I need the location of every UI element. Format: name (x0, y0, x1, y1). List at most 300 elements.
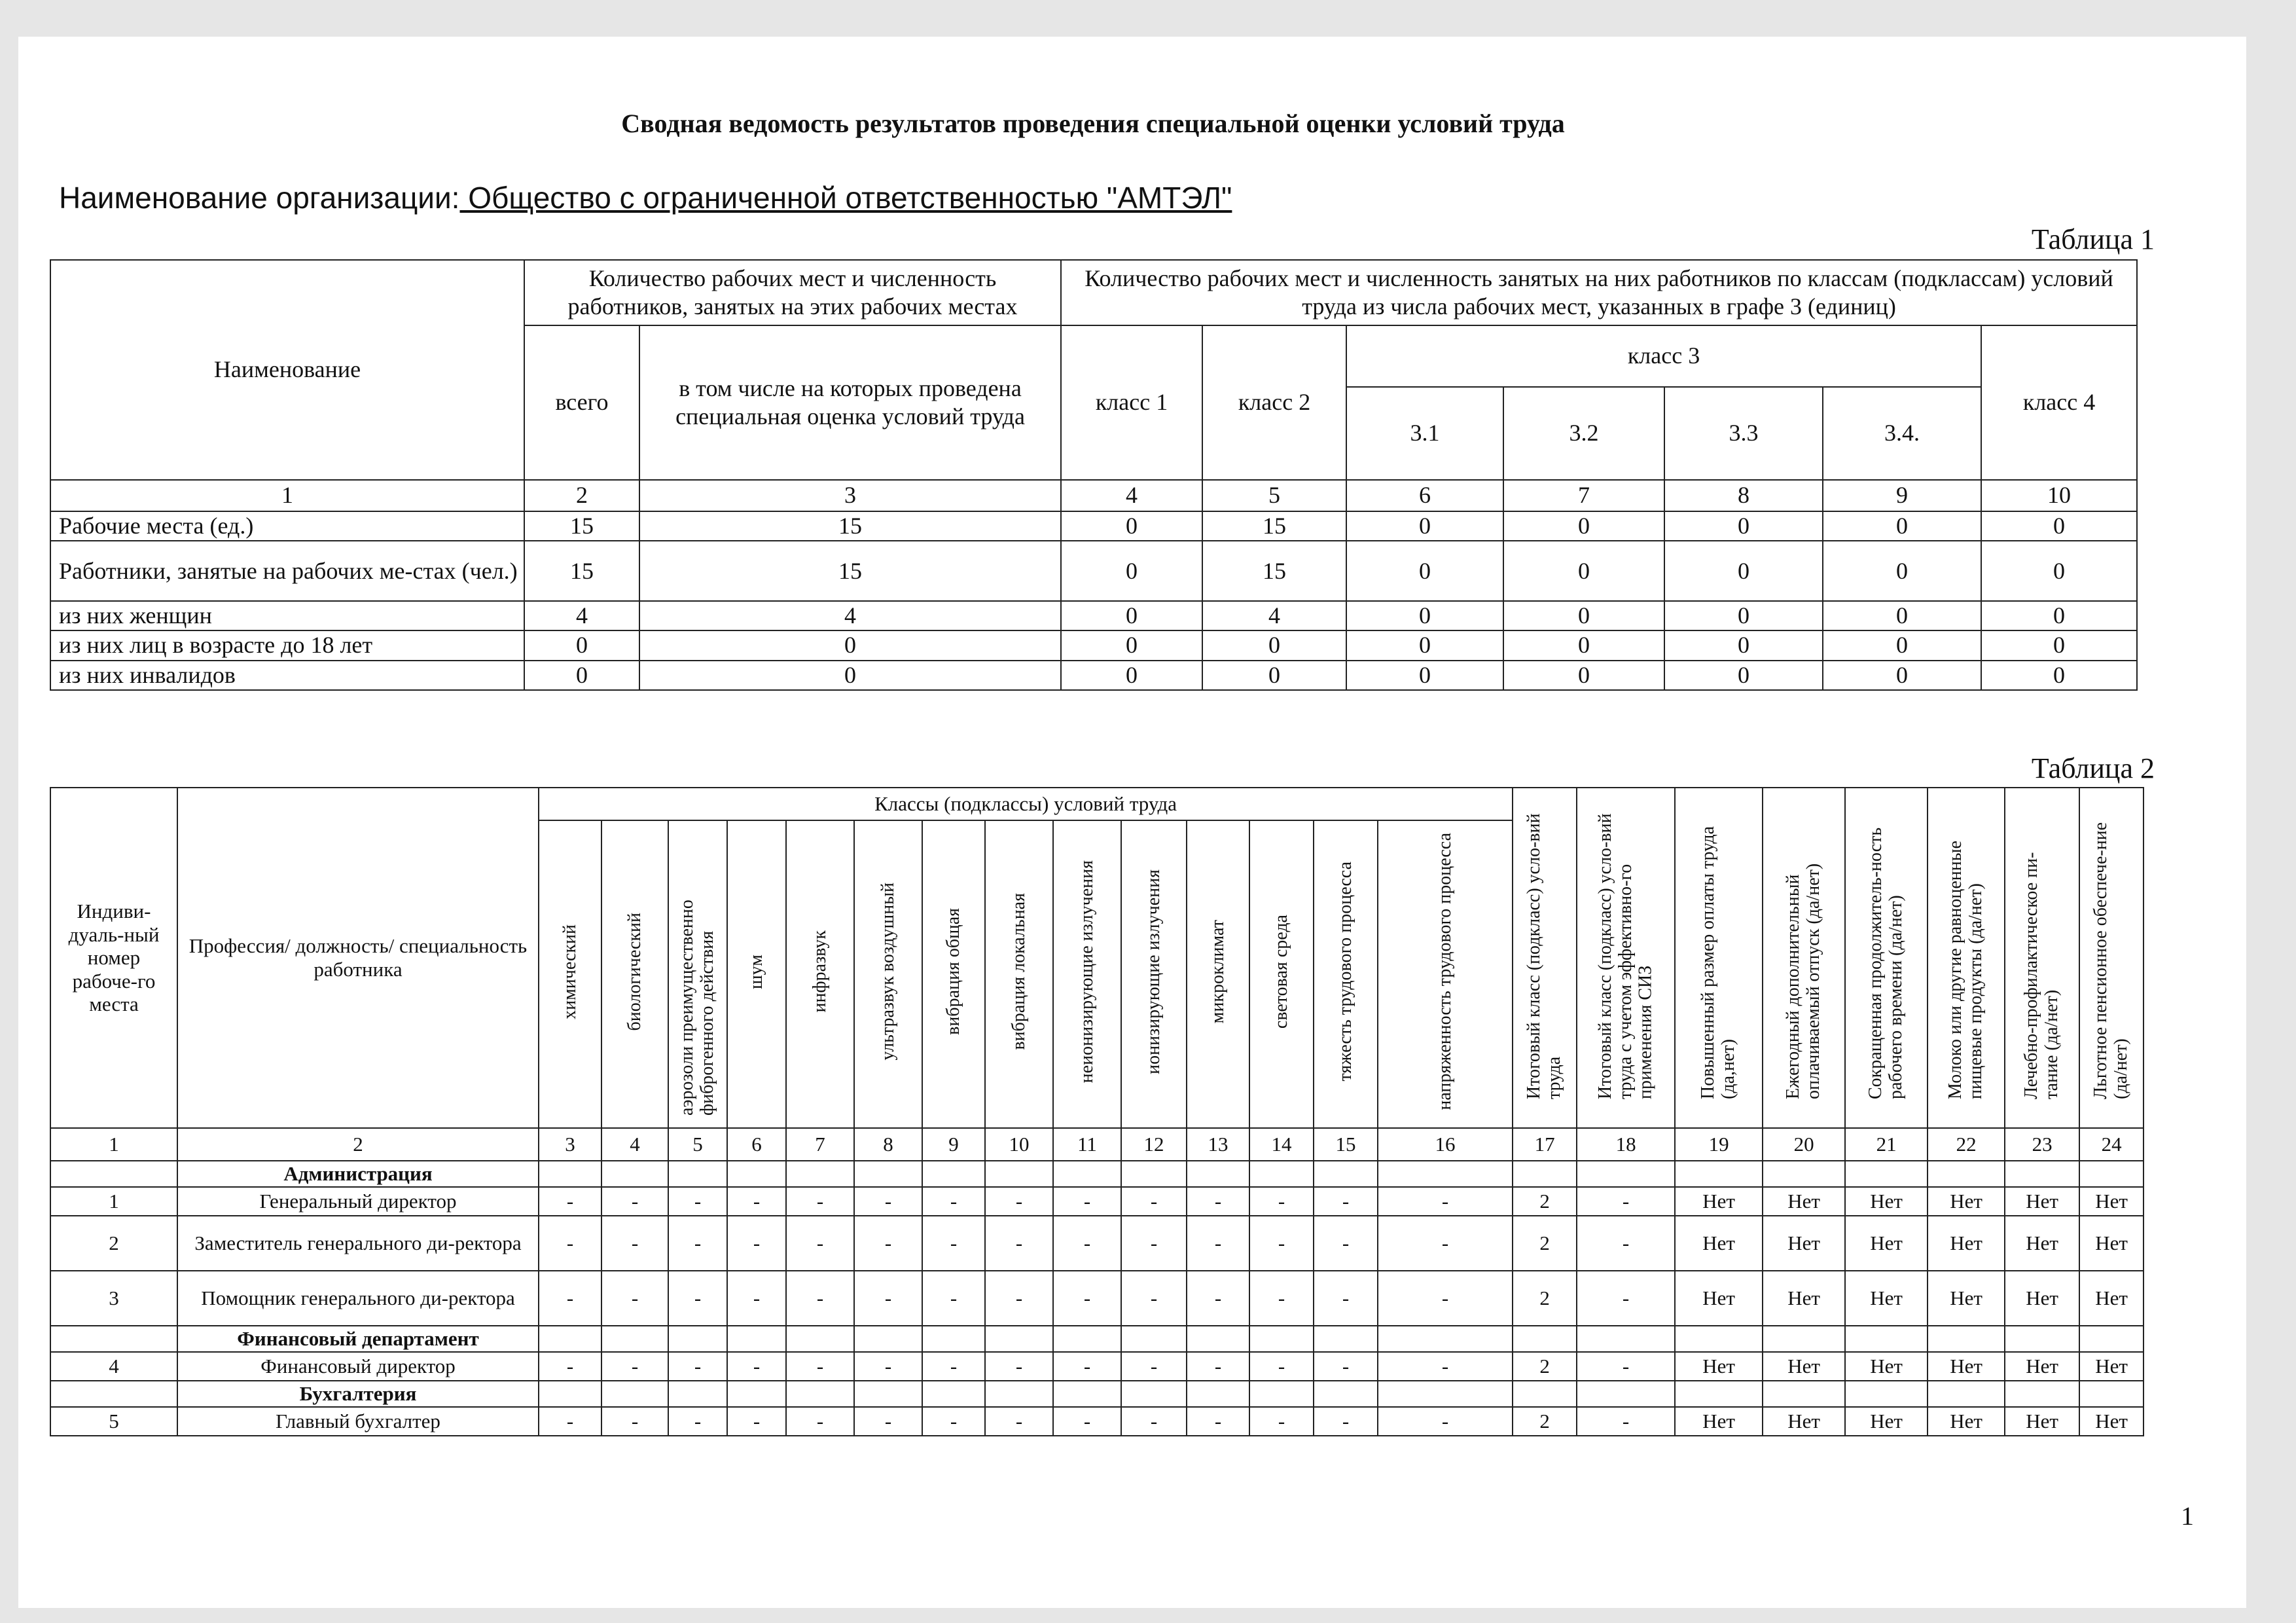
t1-col-number: 3 (639, 480, 1061, 511)
t2-cell: - (1577, 1271, 1675, 1326)
t2-column-numbers (50, 1128, 2144, 1161)
t2-section-empty (1187, 1381, 1249, 1407)
t2-cell: - (1249, 1352, 1314, 1381)
t2-section-empty (50, 1161, 177, 1187)
t1-col-number: 2 (524, 480, 639, 511)
t2-section-empty (1249, 1381, 1314, 1407)
t2-header-final-7 (2005, 788, 2079, 1128)
t2-cell: - (601, 1407, 668, 1436)
t2-cell: - (539, 1187, 601, 1216)
t2-factor-header (601, 820, 668, 1128)
t2-cell: - (985, 1352, 1053, 1381)
t2-factor-header (668, 820, 727, 1128)
t1-header-c34: 3.4. (1823, 387, 1981, 480)
t1-cell: 4 (639, 601, 1061, 630)
t2-header-profession: Профессия/ должность/ специальность работника (177, 788, 539, 1128)
t2-factor-header-text: микроклимат (1207, 920, 1228, 1024)
t2-col-number: 22 (1928, 1128, 2005, 1161)
t2-section-empty (1121, 1381, 1187, 1407)
t2-section-empty (539, 1161, 601, 1187)
t2-cell: - (668, 1407, 727, 1436)
t2-cell: - (1053, 1187, 1121, 1216)
t2-section-row (50, 1326, 2144, 1352)
t2-cell: - (1577, 1407, 1675, 1436)
t2-section-row (50, 1381, 2144, 1407)
t1-row (50, 661, 2137, 690)
t2-col-number: 18 (1577, 1128, 1675, 1161)
t2-factor-header (1121, 820, 1187, 1128)
t2-section-empty (1249, 1161, 1314, 1187)
t2-cell: Нет (1845, 1271, 1928, 1326)
t1-cell: 15 (639, 541, 1061, 601)
t2-cell: - (922, 1216, 985, 1271)
t1-cell: 0 (1346, 601, 1503, 630)
t2-cell: - (1378, 1187, 1513, 1216)
t2-cell: - (786, 1352, 854, 1381)
t2-section-empty (601, 1326, 668, 1352)
t1-header-group-a: Количество рабочих мест и численность работников, занятых на этих рабочих местах (524, 260, 1061, 325)
t2-col-number: 7 (786, 1128, 854, 1161)
t2-section-empty (1675, 1161, 1763, 1187)
t2-section-empty (922, 1381, 985, 1407)
t2-col-number: 5 (668, 1128, 727, 1161)
t2-factor-header (1249, 820, 1314, 1128)
t1-col-number: 4 (1061, 480, 1202, 511)
t2-col-number: 4 (601, 1128, 668, 1161)
t1-cell: 0 (1061, 601, 1202, 630)
t1-cell: 0 (1503, 601, 1664, 630)
t1-cell: 15 (524, 541, 639, 601)
t2-cell: Нет (2005, 1271, 2079, 1326)
t2-cell: Нет (2079, 1407, 2144, 1436)
t1-header-all: всего (524, 325, 639, 480)
t1-cell: 15 (1202, 541, 1346, 601)
t2-section-empty (1187, 1326, 1249, 1352)
t2-cell: - (1249, 1216, 1314, 1271)
t2-row (50, 1352, 2144, 1381)
t2-cell: - (922, 1187, 985, 1216)
t1-col-number: 8 (1664, 480, 1823, 511)
t2-factor-header-text: инфразвук (809, 930, 830, 1013)
t2-cell: Нет (2079, 1216, 2144, 1271)
t2-section-empty (922, 1161, 985, 1187)
t2-factor-header (1378, 820, 1513, 1128)
t2-col-number: 8 (854, 1128, 922, 1161)
t2-col-number: 6 (727, 1128, 786, 1161)
t1-cell: 0 (1981, 541, 2137, 601)
t2-cell: - (727, 1187, 786, 1216)
t2-section-empty (1249, 1326, 1314, 1352)
t2-cell: Нет (1928, 1271, 2005, 1326)
t2-cell: - (854, 1187, 922, 1216)
t2-cell: - (985, 1407, 1053, 1436)
t2-section-empty (1053, 1161, 1121, 1187)
t1-cell: 0 (1981, 601, 2137, 630)
t2-col-number: 10 (985, 1128, 1053, 1161)
t2-cell: - (1187, 1352, 1249, 1381)
t2-factor-header-text: вибрация локальная (1008, 893, 1029, 1050)
t2-header-final-3 (1675, 788, 1763, 1128)
t2-section-empty (1845, 1326, 1928, 1352)
t1-cell: 15 (639, 511, 1061, 541)
t1-cell: 0 (1061, 661, 1202, 690)
t2-cell: - (539, 1271, 601, 1326)
t1-header-class4: класс 4 (1981, 325, 2137, 480)
t2-header-final-1 (1513, 788, 1577, 1128)
t1-cell: 0 (1503, 630, 1664, 660)
t2-section-empty (1513, 1381, 1577, 1407)
t2-cell: - (1577, 1187, 1675, 1216)
t2-cell: - (1249, 1187, 1314, 1216)
t2-row (50, 1187, 2144, 1216)
t2-cell: 2 (1513, 1187, 1577, 1216)
t2-header-classes: Классы (подклассы) условий труда (539, 788, 1513, 820)
t1-row (50, 630, 2137, 660)
t2-section-empty (2079, 1161, 2144, 1187)
t1-header-c33: 3.3 (1664, 387, 1823, 480)
t2-row-id: 4 (50, 1352, 177, 1381)
t2-col-number: 2 (177, 1128, 539, 1161)
t2-header-final-8 (2079, 788, 2144, 1128)
t2-cell: - (1577, 1216, 1675, 1271)
t2-section-empty (1314, 1161, 1378, 1187)
t2-section-empty (668, 1161, 727, 1187)
t2-section-empty (1763, 1161, 1845, 1187)
t2-factor-header (854, 820, 922, 1128)
t2-section-empty (2079, 1326, 2144, 1352)
t2-header-final-8-text: Льготное пенсионное обеспече-ние (да/нет) (2090, 822, 2132, 1100)
document-title: Сводная ведомость результатов проведения специальной оценки условий труда (621, 109, 1565, 138)
t2-row-id: 1 (50, 1187, 177, 1216)
t2-header-final-7-text: Лечебно-профилактическое пи-тание (да/нет) (2021, 852, 2062, 1100)
t2-section-title: Финансовый департамент (177, 1326, 539, 1352)
t2-cell: - (1187, 1271, 1249, 1326)
t2-section-empty (2005, 1381, 2079, 1407)
t2-header-final-5-text: Сокращенная продолжитель-ность рабочего времени (да/нет) (1865, 827, 1907, 1100)
t1-header-class2: класс 2 (1202, 325, 1346, 480)
t2-section-empty (50, 1381, 177, 1407)
t2-cell: Нет (1675, 1407, 1763, 1436)
t2-section-empty (2005, 1161, 2079, 1187)
t2-cell: 2 (1513, 1271, 1577, 1326)
t2-cell: - (854, 1216, 922, 1271)
t2-cell: Нет (2079, 1187, 2144, 1216)
t2-cell: - (601, 1271, 668, 1326)
t2-cell: - (1053, 1271, 1121, 1326)
t1-col-number: 1 (50, 480, 524, 511)
table2 (50, 787, 2144, 1436)
t2-cell: - (539, 1407, 601, 1436)
t2-section-empty (2005, 1326, 2079, 1352)
t2-section-empty (1053, 1326, 1121, 1352)
t1-cell: 0 (1981, 511, 2137, 541)
t1-cell: 0 (1664, 630, 1823, 660)
t2-cell: Нет (1845, 1407, 1928, 1436)
t2-factor-header (539, 820, 601, 1128)
t2-cell: - (1378, 1271, 1513, 1326)
t2-factor-header-text: химический (559, 924, 580, 1019)
t2-header-final-4-text: Ежегодный дополнительный оплачиваемый отпуск (да/нет) (1783, 863, 1824, 1100)
t2-section-empty (1187, 1161, 1249, 1187)
t2-factor-header-text: биологический (624, 912, 645, 1031)
t2-cell: - (727, 1352, 786, 1381)
t2-cell: - (601, 1187, 668, 1216)
t2-section-empty (985, 1326, 1053, 1352)
t2-cell: - (854, 1352, 922, 1381)
t2-col-number: 24 (2079, 1128, 2144, 1161)
t2-cell: - (922, 1352, 985, 1381)
t2-cell: - (786, 1407, 854, 1436)
t2-section-empty (601, 1381, 668, 1407)
t1-cell: 4 (1202, 601, 1346, 630)
t1-cell: 0 (1981, 630, 2137, 660)
t2-section-empty (727, 1161, 786, 1187)
t2-section-empty (1577, 1326, 1675, 1352)
t2-cell: - (1314, 1352, 1378, 1381)
t2-cell: Нет (1763, 1187, 1845, 1216)
t2-factor-header-text: шум (745, 954, 766, 989)
t1-row-label: из них инвалидов (50, 661, 524, 690)
t2-row-id: 2 (50, 1216, 177, 1271)
t2-section-empty (1675, 1381, 1763, 1407)
t2-section-empty (601, 1161, 668, 1187)
t2-cell: 2 (1513, 1216, 1577, 1271)
t1-cell: 15 (1202, 511, 1346, 541)
t1-col-number: 7 (1503, 480, 1664, 511)
t2-cell: - (1378, 1352, 1513, 1381)
t1-cell: 0 (1346, 541, 1503, 601)
t2-col-number: 13 (1187, 1128, 1249, 1161)
t2-section-empty (668, 1381, 727, 1407)
t2-cell: - (668, 1216, 727, 1271)
t2-section-empty (1378, 1326, 1513, 1352)
table2-caption: Таблица 2 (2031, 752, 2155, 784)
t2-cell: Нет (2005, 1187, 2079, 1216)
t1-row-label: Работники, занятые на рабочих ме-стах (чел.) (50, 541, 524, 601)
t1-header-class1: класс 1 (1061, 325, 1202, 480)
t2-header-final-3-text: Повышенный размер оплаты труда (да,нет) (1698, 826, 1739, 1100)
t2-cell: - (1378, 1216, 1513, 1271)
t2-cell: - (1378, 1407, 1513, 1436)
t2-cell: 2 (1513, 1352, 1577, 1381)
t2-col-number: 21 (1845, 1128, 1928, 1161)
t2-cell: - (1121, 1187, 1187, 1216)
t2-section-empty (1378, 1161, 1513, 1187)
t2-section-empty (668, 1326, 727, 1352)
t2-section-empty (1763, 1381, 1845, 1407)
t2-section-empty (1513, 1326, 1577, 1352)
t2-factor-header-text: неионизирующие излучения (1076, 860, 1097, 1084)
t2-cell: - (922, 1407, 985, 1436)
t1-column-numbers (50, 480, 2137, 511)
t2-section-title: Бухгалтерия (177, 1381, 539, 1407)
t2-section-empty (539, 1381, 601, 1407)
t2-cell: Нет (1675, 1271, 1763, 1326)
t2-col-number: 23 (2005, 1128, 2079, 1161)
t1-cell: 0 (1823, 601, 1981, 630)
organization-line (59, 180, 1232, 215)
t1-cell: 0 (1823, 511, 1981, 541)
t2-cell: Нет (2005, 1352, 2079, 1381)
t2-cell: Нет (1763, 1216, 1845, 1271)
t2-factor-header-text: световая среда (1270, 915, 1291, 1029)
t2-cell: Нет (1675, 1216, 1763, 1271)
t1-cell: 0 (1503, 541, 1664, 601)
t2-section-empty (1928, 1381, 2005, 1407)
t2-section-empty (1763, 1326, 1845, 1352)
t2-row (50, 1407, 2144, 1436)
t1-row (50, 541, 2137, 601)
t2-col-number: 17 (1513, 1128, 1577, 1161)
t2-section-empty (539, 1326, 601, 1352)
t2-cell: - (601, 1216, 668, 1271)
t1-cell: 0 (1346, 511, 1503, 541)
t1-cell: 0 (1664, 541, 1823, 601)
t2-col-number: 16 (1378, 1128, 1513, 1161)
t2-cell: - (786, 1271, 854, 1326)
t2-factor-header-text: напряженность трудового процесса (1434, 833, 1455, 1110)
t2-factor-header-text: вибрация общая (942, 908, 963, 1036)
t2-col-number: 1 (50, 1128, 177, 1161)
t2-cell: - (1053, 1216, 1121, 1271)
t2-section-empty (985, 1161, 1053, 1187)
t2-section-empty (1378, 1381, 1513, 1407)
t2-cell: - (668, 1271, 727, 1326)
t2-cell: - (727, 1216, 786, 1271)
t2-section-empty (1845, 1381, 1928, 1407)
t2-factor-header-text: ионизирующие излучения (1143, 869, 1164, 1074)
t1-cell: 0 (1503, 661, 1664, 690)
t2-cell: - (1053, 1407, 1121, 1436)
t2-section-empty (1577, 1161, 1675, 1187)
table1 (50, 259, 2138, 691)
t2-cell: - (985, 1271, 1053, 1326)
t1-cell: 0 (1664, 601, 1823, 630)
t2-cell: - (1314, 1271, 1378, 1326)
t1-row-label: из них лиц в возрасте до 18 лет (50, 630, 524, 660)
t2-col-number: 11 (1053, 1128, 1121, 1161)
t2-cell: - (985, 1187, 1053, 1216)
t2-cell: - (1187, 1407, 1249, 1436)
t2-row-name: Заместитель генерального ди-ректора (177, 1216, 539, 1271)
t1-cell: 0 (1664, 661, 1823, 690)
t2-header-final-5 (1845, 788, 1928, 1128)
t2-section-empty (727, 1326, 786, 1352)
t1-cell: 15 (524, 511, 639, 541)
t1-cell: 0 (1202, 630, 1346, 660)
t1-header-name: Наименование (50, 260, 524, 480)
t2-col-number: 9 (922, 1128, 985, 1161)
t1-cell: 0 (1202, 661, 1346, 690)
t2-cell: - (668, 1352, 727, 1381)
t2-factor-header-text: аэрозоли преимущественно фиброгенного действия (677, 900, 717, 1116)
organization-label: Наименование организации: (59, 181, 460, 215)
t1-cell: 0 (1061, 511, 1202, 541)
t2-section-empty (1314, 1381, 1378, 1407)
t1-row (50, 511, 2137, 541)
t2-section-empty (854, 1326, 922, 1352)
t2-factor-header (727, 820, 786, 1128)
t2-cell: - (668, 1187, 727, 1216)
t2-factor-header (786, 820, 854, 1128)
t2-cell: Нет (1928, 1407, 2005, 1436)
t2-section-empty (1928, 1326, 2005, 1352)
t2-header-final-6 (1928, 788, 2005, 1128)
t2-cell: Нет (1675, 1187, 1763, 1216)
t2-section-empty (50, 1326, 177, 1352)
t1-cell: 0 (1823, 541, 1981, 601)
t2-cell: - (1053, 1352, 1121, 1381)
t2-section-empty (1577, 1381, 1675, 1407)
t2-section-row (50, 1161, 2144, 1187)
t2-cell: - (1121, 1271, 1187, 1326)
t2-section-empty (854, 1381, 922, 1407)
t2-section-empty (2079, 1381, 2144, 1407)
t2-cell: - (1249, 1271, 1314, 1326)
t2-cell: - (922, 1271, 985, 1326)
t2-cell: - (1314, 1187, 1378, 1216)
t1-cell: 0 (1061, 630, 1202, 660)
t2-cell: - (1187, 1187, 1249, 1216)
t2-factor-header (1314, 820, 1378, 1128)
t2-cell: - (727, 1271, 786, 1326)
t2-factor-header (922, 820, 985, 1128)
t2-cell: Нет (1928, 1352, 2005, 1381)
t2-cell: - (539, 1216, 601, 1271)
t2-cell: Нет (1845, 1187, 1928, 1216)
t2-col-number: 20 (1763, 1128, 1845, 1161)
t2-cell: - (1314, 1216, 1378, 1271)
t2-header-final-4 (1763, 788, 1845, 1128)
t2-cell: - (854, 1407, 922, 1436)
t1-cell: 4 (524, 601, 639, 630)
t1-col-number: 5 (1202, 480, 1346, 511)
t1-cell: 0 (524, 661, 639, 690)
t2-section-empty (1121, 1326, 1187, 1352)
t2-header-final-6-text: Молоко или другие равноценные пищевые продукты (да/нет) (1945, 841, 1986, 1100)
t2-cell: Нет (1675, 1352, 1763, 1381)
t2-cell: 2 (1513, 1407, 1577, 1436)
t2-cell: - (1314, 1407, 1378, 1436)
t1-cell: 0 (1346, 630, 1503, 660)
t2-cell: Нет (2005, 1407, 2079, 1436)
table1-caption: Таблица 1 (2031, 223, 2155, 255)
t2-factor-header-text: тяжесть трудового процесса (1335, 862, 1355, 1082)
t2-section-empty (1845, 1161, 1928, 1187)
t2-cell: - (786, 1216, 854, 1271)
t2-row (50, 1216, 2144, 1271)
t1-col-number: 6 (1346, 480, 1503, 511)
t2-cell: Нет (1928, 1216, 2005, 1271)
t2-cell: - (1577, 1352, 1675, 1381)
t2-cell: Нет (1928, 1187, 2005, 1216)
t2-cell: - (1121, 1216, 1187, 1271)
t2-col-number: 12 (1121, 1128, 1187, 1161)
t1-cell: 0 (1664, 511, 1823, 541)
t2-header-final-2 (1577, 788, 1675, 1128)
t1-header-c32: 3.2 (1503, 387, 1664, 480)
t2-row-name: Помощник генерального ди-ректора (177, 1271, 539, 1326)
t2-section-title: Администрация (177, 1161, 539, 1187)
t2-col-number: 14 (1249, 1128, 1314, 1161)
t2-cell: Нет (2079, 1352, 2144, 1381)
t2-section-empty (727, 1381, 786, 1407)
t1-header-group-b: Количество рабочих мест и численность занятых на них работников по классам (подклассам) условий труда из числа рабочих мест, указанных в графе 3 (единиц) (1061, 260, 2137, 325)
t2-header-id: Индиви-дуаль-ный номер рабоче-го места (50, 788, 177, 1128)
t1-cell: 0 (524, 630, 639, 660)
t2-cell: - (1121, 1407, 1187, 1436)
t2-cell: - (1187, 1216, 1249, 1271)
